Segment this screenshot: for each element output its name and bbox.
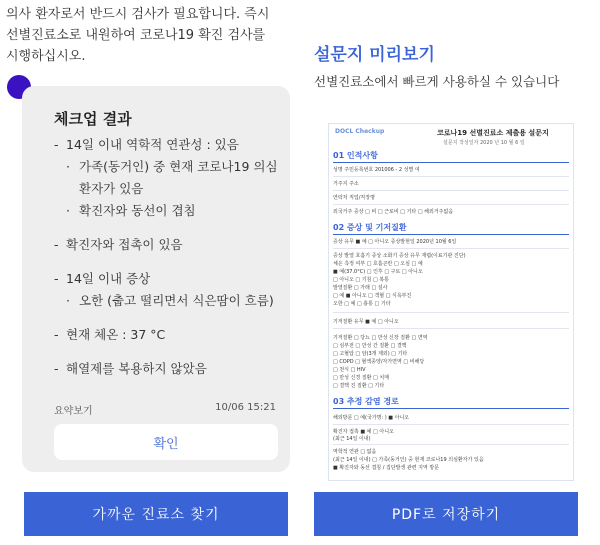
row-divider <box>333 190 569 191</box>
checkup-result-card <box>22 86 290 472</box>
form-row: (최근 14일 이내) <box>333 436 371 442</box>
timestamp: 10/06 15:21 <box>215 402 276 413</box>
row-divider <box>333 424 569 425</box>
row-divider <box>333 204 569 205</box>
form-row: 확진자 접촉 ■ 예 □ 아니오 <box>333 429 394 435</box>
form-row: 외국거주 증상 □ 비 □ 근로비 □ 기타 □ 해외거주없음 <box>333 209 454 215</box>
card-title: 체크업 결과 <box>54 110 132 128</box>
list-item: - 현재 체온 : 37 °C <box>54 324 286 346</box>
confirm-button[interactable]: 확인 <box>54 424 278 460</box>
list-item: - 14일 이내 역학적 연관성 : 있음 <box>54 134 286 156</box>
row-divider <box>333 444 569 445</box>
section-divider <box>333 234 569 235</box>
form-row: 거주지 주소 <box>333 181 359 187</box>
bullet-dot: · <box>66 293 70 308</box>
form-section-heading: 01 인적사항 <box>333 151 378 160</box>
bullet-dash: - <box>54 361 59 376</box>
form-logo: DOCL Checkup <box>335 128 385 135</box>
form-row: □ 천식 □ HIV <box>333 367 366 373</box>
form-row: □ 결핵 진 질환 □ 기타 <box>333 383 385 389</box>
preview-panel <box>300 0 600 545</box>
form-row: □ 고혈압 □ 암(3개 제외) □ 기타 <box>333 351 408 357</box>
list-item: - 14일 이내 증상 <box>54 268 286 290</box>
save-pdf-button[interactable]: PDF로 저장하기 <box>314 492 578 536</box>
preview-subtitle: 선별진료소에서 빠르게 사용하실 수 있습니다 <box>314 74 560 89</box>
form-row: □ COPD □ 혈액종양/자가면역 □ 비해당 <box>333 359 425 365</box>
form-row: □ 만성 신경 질환 □ 치매 <box>333 375 390 381</box>
form-row: 연락처 직업/직장명 <box>333 195 375 201</box>
form-row: 발열질환 □ 가래 □ 설사 <box>333 285 388 291</box>
form-row: 역학적 연관 □ 없음 <box>333 449 377 455</box>
list-subitem: · 확진자와 동선이 겹침 <box>54 200 286 222</box>
form-row: 해외방문 □ 예(국가명: ) ■ 아니오 <box>333 415 410 421</box>
form-row: 체온 측정 여부 □ 호흡곤란 □ 오심 □ 예 <box>333 261 423 267</box>
bullet-dot: · <box>66 203 70 218</box>
form-title: 코로나19 선별진료소 제출용 설문지 <box>437 129 549 137</box>
advice-text: 의사 환자로서 반드시 검사가 필요합니다. 즉시 선별진료소로 내원하여 코로나19 확진 검사를 시행하십시오. <box>6 7 270 64</box>
row-divider <box>333 176 569 177</box>
bullet-dash: - <box>54 327 59 342</box>
form-row: 기저질환 유무 ■ 예 □ 아니오 <box>333 319 399 325</box>
form-row: □ 심부전 □ 만성 간 질환 □ 결핵 <box>333 343 407 349</box>
row-divider <box>333 248 569 249</box>
find-clinic-button[interactable]: 가까운 진료소 찾기 <box>24 492 288 536</box>
result-list <box>54 130 286 380</box>
form-date: 설문지 작성일자 2020 년 10 월 6 일 <box>443 140 525 146</box>
form-row: 성명 주민등록번호 201006 - 2 성별 여 <box>333 167 420 173</box>
form-row: (최근 14일 이내) □ 가족(동거인) 중 현재 코로나19 의심환자가 있음 <box>333 457 484 463</box>
preview-title: 설문지 미리보기 <box>314 45 435 65</box>
bullet-dash: - <box>54 237 59 252</box>
form-section-heading: 03 추정 감염 경로 <box>333 397 399 406</box>
form-row: 오한 □ 예 □ 흉통 □ 기타 <box>333 301 391 307</box>
form-row: ■ 확진자와 동선 겹침 / 집단발생 관련 지역 방문 <box>333 465 440 471</box>
row-divider <box>333 328 569 329</box>
list-item: - 해열제를 복용하지 않았음 <box>54 358 286 380</box>
section-divider <box>333 162 569 163</box>
form-row: □ 예 ■ 아니오 □ 객혈 □ 식욕부진 <box>333 293 412 299</box>
form-preview[interactable] <box>328 123 574 481</box>
summary-label: 요약보기 <box>54 406 93 417</box>
bullet-dot: · <box>66 159 70 174</box>
form-row: 증상 유무 ■ 예 □ 아니오 증상발현일 2020년 10월 6일 <box>333 239 457 245</box>
list-subitem: · 오한 (춥고 떨리면서 식은땀이 흐름) <box>54 290 286 312</box>
form-row: 증상 발열 호흡기 증상 소화기 증상 유무 재렵(이료기관 진단) <box>333 253 466 259</box>
bullet-dash: - <box>54 271 59 286</box>
form-row: ■ 예(37.0°C) □ 인후 □ 구토 □ 아니오 <box>333 269 423 275</box>
bullet-dash: - <box>54 137 59 152</box>
row-divider <box>333 312 569 313</box>
form-row: □ 아니오 □ 기침 □ 복통 <box>333 277 389 283</box>
list-subitem: · 가족(동거인) 중 현재 코로나19 의심환자가 있음 <box>54 156 286 200</box>
list-item: - 확진자와 접촉이 있음 <box>54 234 286 256</box>
form-row: 기저질환 □ 당뇨 □ 만성 신장 질환 □ 면역 <box>333 335 428 341</box>
form-section-heading: 02 증상 및 기저질환 <box>333 223 407 232</box>
section-divider <box>333 408 569 409</box>
